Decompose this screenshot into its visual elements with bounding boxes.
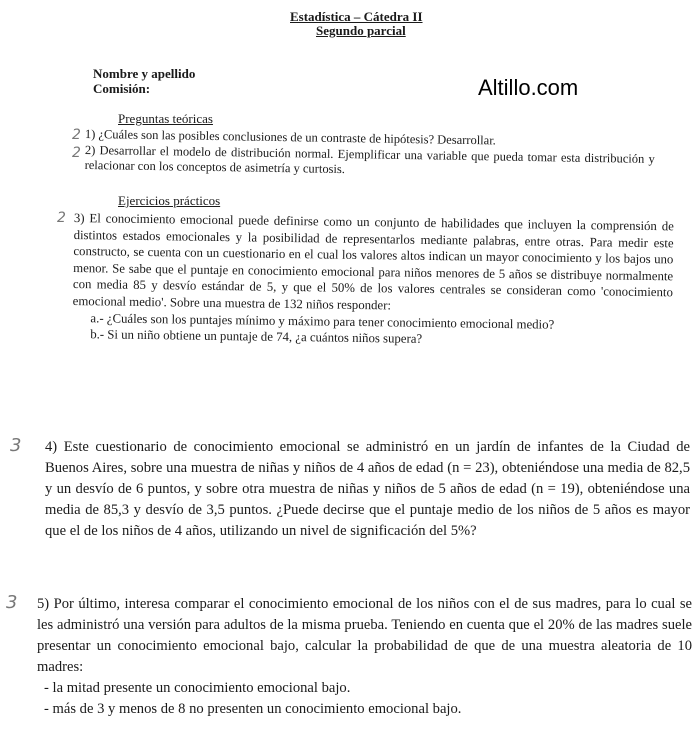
theory-question-1-text: 1) ¿Cuáles son las posibles conclusiones de un contraste de hipótesis? Desarrollar. [84, 127, 496, 148]
handwritten-mark: 2 [72, 145, 81, 161]
theory-question-2-text: 2) Desarrollar el modelo de distribución normal. Ejemplificar una variable que pueda tomar esta distribución y relacionar con los conceptos de asimetría y curtosis. [84, 143, 655, 177]
handwritten-mark: 2 [72, 127, 81, 143]
exercise-5-item-2: - más de 3 y menos de 8 no presenten un conocimiento emocional bajo. [44, 701, 462, 717]
practice-heading: Ejercicios prácticos [118, 193, 221, 208]
commission-label: Comisión: [93, 81, 151, 96]
exercise-4-text: 4) Este cuestionario de conocimiento emocional se administró en un jardín de infantes de la Ciudad de Buenos Aires, sobre una muestra de niñas y niños de 4 años de edad (n = 23), obteniéndose una media de 82,5 y un desvío de 6 puntos, y sobre otra muestra de niñas y niños de 5 años de edad (n = 19), obteniéndose una media de 85,3 y desvío de 3,5 puntos. ¿Puede decirse que el puntaje medio de los niños de 5 años es mayor que el de los niños de 4 años, utilizando un nivel de significación del 5%? [45, 439, 690, 539]
handwritten-mark: 3 [6, 592, 18, 613]
exercise-5 [32, 594, 692, 720]
exercise-3-text: 3) El conocimiento emocional puede definirse como un conjunto de habilidades que incluyen la comprensión de distintos estados emocionales y la posibilidad de representarlos mediante palabras, entre otras. Para medir este constructo, se cuenta con un cuestionario en el cual los valores altos indican un mayor conocimiento y los bajos uno menor. Se sabe que el puntaje en conocimiento emocional para niños menores de 5 años se distribuye normalmente con media 85 y desvío estándar de 5, y que el 50% de los valores centrales se consideran como 'conocimiento emocional medio'. Sobre una muestra de 132 niños responder: [72, 210, 674, 313]
watermark: Altillo.com [478, 75, 579, 100]
name-label: Nombre y apellido [93, 66, 196, 81]
exercise-3 [72, 210, 674, 351]
exercise-5-item-1: - la mitad presente un conocimiento emocional bajo. [44, 680, 351, 696]
exam-subtitle: Segundo parcial [316, 23, 406, 38]
exercise-4 [30, 437, 690, 542]
exercise-3-item-b: b.- Si un niño obtiene un puntaje de 74, ¿a cuántos niños supera? [90, 327, 423, 347]
theory-heading: Preguntas teóricas [118, 111, 213, 126]
exercise-3-item-a: a.- ¿Cuáles son los puntajes mínimo y máximo para tener conocimiento emocional medio? [90, 310, 555, 332]
exercise-5-text: 5) Por último, interesa comparar el conocimiento emocional de los niños con el de sus madres, para lo cual se les administró una versión para adultos de la misma prueba. Teniendo en cuenta que el 20% de las madres suele presentar un conocimiento emocional bajo, calcular la probabilidad de que de una muestra aleatoria de 10 madres: [37, 596, 692, 675]
handwritten-mark: 3 [10, 435, 22, 456]
exam-title: Estadística – Cátedra II [290, 9, 423, 24]
handwritten-mark: 2 [57, 210, 66, 226]
